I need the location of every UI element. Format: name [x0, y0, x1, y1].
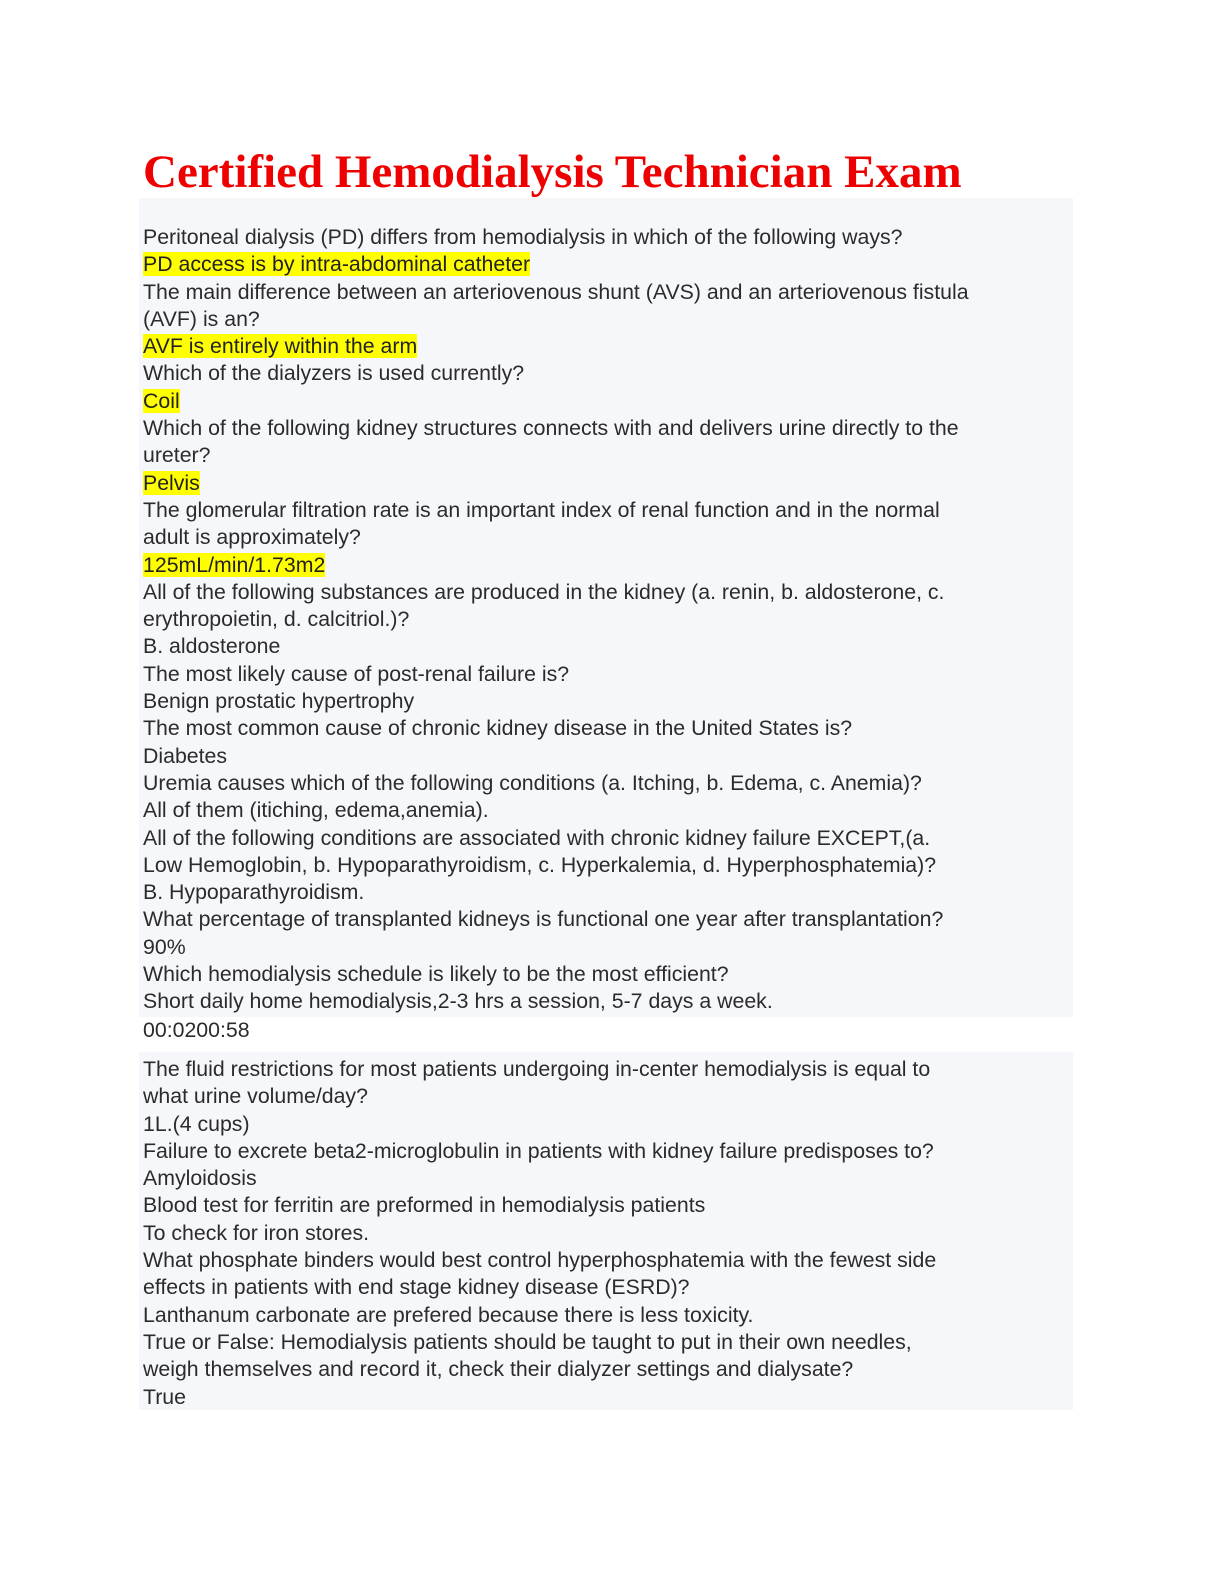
answer-line: 90%	[143, 934, 186, 959]
page-title: Certified Hemodialysis Technician Exam	[143, 146, 962, 198]
highlighted-answer: Pelvis	[143, 470, 200, 495]
answer-line-highlighted	[143, 388, 1073, 415]
question-line: weigh themselves and record it, check their dialyzer settings and dialysate?	[143, 1357, 854, 1382]
question-line: Peritoneal dialysis (PD) differs from hemodialysis in which of the following ways?	[143, 225, 903, 249]
qa-block-2	[139, 1052, 1073, 1410]
highlighted-answer: Coil	[143, 388, 180, 413]
answer-line: 1L.(4 cups)	[143, 1111, 250, 1136]
answer-line-highlighted	[143, 333, 1073, 360]
question-line: effects in patients with end stage kidney disease (ESRD)?	[143, 1275, 690, 1300]
question-line: Which hemodialysis schedule is likely to be the most efficient?	[143, 962, 729, 987]
question-line: Uremia causes which of the following conditions (a. Itching, b. Edema, c. Anemia)?	[143, 770, 922, 795]
answer-line: B. aldosterone	[143, 634, 281, 659]
question-line: Which of the following kidney structures connects with and delivers urine directly to the	[143, 416, 959, 441]
question-line: All of the following conditions are associated with chronic kidney failure EXCEPT,(a.	[143, 825, 931, 850]
question-line: What percentage of transplanted kidneys is functional one year after transplantation?	[143, 907, 944, 932]
question-line: The fluid restrictions for most patients undergoing in-center hemodialysis is equal to	[143, 1057, 931, 1081]
answer-line: Diabetes	[143, 743, 228, 768]
question-line: Which of the dialyzers is used currently?	[143, 361, 525, 386]
answer-line: Benign prostatic hypertrophy	[143, 689, 415, 714]
question-line: What phosphate binders would best control hyperphosphatemia with the fewest side	[143, 1248, 937, 1273]
answer-line: True	[143, 1384, 186, 1409]
answer-line: Lanthanum carbonate are prefered because there is less toxicity.	[143, 1302, 754, 1327]
highlighted-answer: PD access is by intra-abdominal catheter	[143, 252, 531, 277]
question-line: adult is approximately?	[143, 525, 361, 550]
question-line: The most common cause of chronic kidney disease in the United States is?	[143, 716, 853, 741]
answer-line: Short daily home hemodialysis,2-3 hrs a session, 5-7 days a week.	[143, 989, 773, 1014]
question-line: The glomerular filtration rate is an important index of renal function and in the normal	[143, 497, 940, 522]
question-line: Blood test for ferritin are preformed in hemodialysis patients	[143, 1193, 706, 1218]
highlighted-answer: 125mL/min/1.73m2	[143, 552, 326, 577]
answer-line: Amyloidosis	[143, 1166, 257, 1191]
answer-line-highlighted	[143, 251, 1073, 278]
timer-text: 00:0200:58	[143, 1018, 250, 1042]
question-line: True or False: Hemodialysis patients should be taught to put in their own needles,	[143, 1329, 912, 1354]
answer-line-highlighted	[143, 470, 1073, 497]
question-line: erythropoietin, d. calcitriol.)?	[143, 607, 410, 632]
question-line: The main difference between an arteriovenous shunt (AVS) and an arteriovenous fistula	[143, 279, 969, 304]
answer-line-highlighted	[143, 552, 1073, 579]
question-line: All of the following substances are produced in the kidney (a. renin, b. aldosterone, c.	[143, 579, 945, 604]
qa-block-1	[139, 198, 1073, 1017]
question-line: ureter?	[143, 443, 211, 468]
question-line: Low Hemoglobin, b. Hypoparathyroidism, c. Hyperkalemia, d. Hyperphosphatemia)?	[143, 852, 937, 877]
answer-line: All of them (itiching, edema,anemia).	[143, 798, 489, 823]
answer-line: To check for iron stores.	[143, 1220, 370, 1245]
question-line: (AVF) is an?	[143, 306, 260, 331]
question-line: The most likely cause of post-renal failure is?	[143, 661, 570, 686]
question-line: Failure to excrete beta2-microglobulin in patients with kidney failure predisposes to?	[143, 1138, 934, 1163]
question-line: what urine volume/day?	[143, 1084, 368, 1109]
highlighted-answer: AVF is entirely within the arm	[143, 334, 418, 359]
answer-line: B. Hypoparathyroidism.	[143, 880, 365, 905]
